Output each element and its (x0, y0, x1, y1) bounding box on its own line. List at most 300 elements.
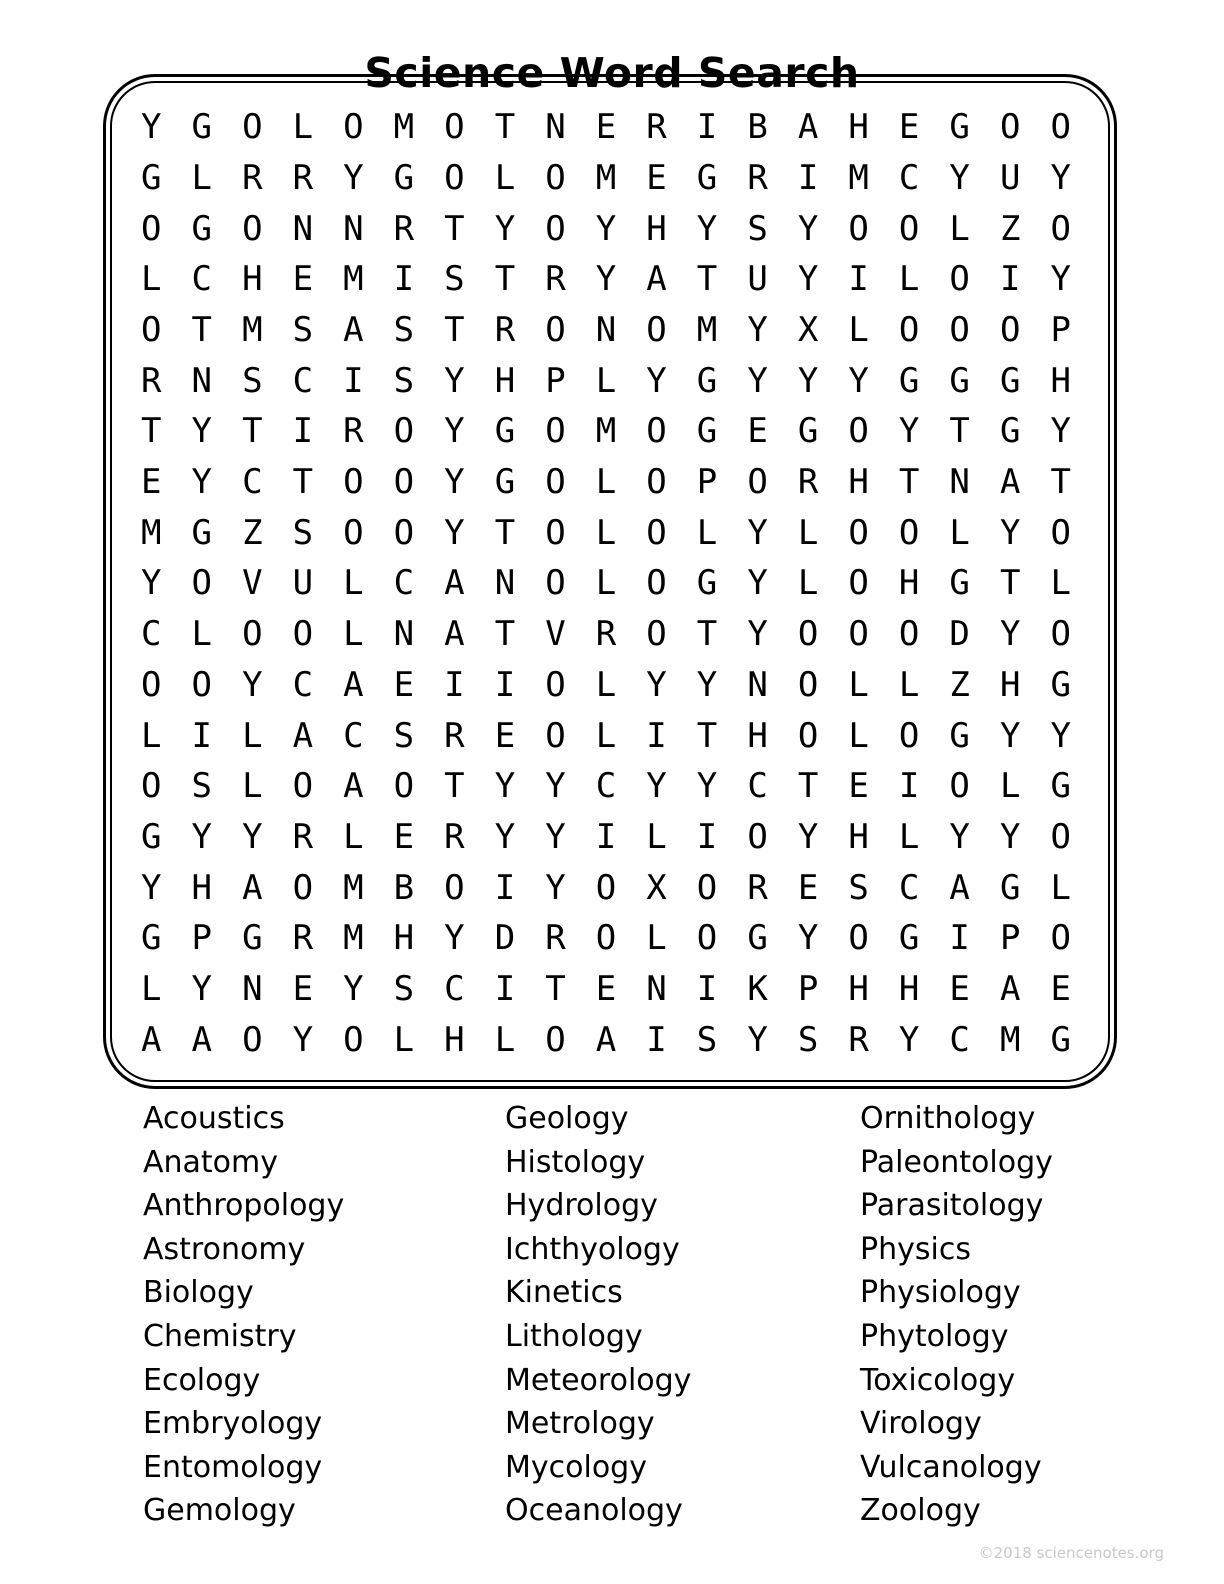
grid-letter: G (949, 360, 970, 401)
grid-letter: O (646, 310, 667, 351)
grid-letter: C (898, 158, 920, 199)
grid-letter: M (595, 158, 617, 199)
grid-letter: C (747, 766, 768, 807)
grid-letter: L (494, 1019, 516, 1060)
grid-letter: H (999, 664, 1021, 705)
grid-letter: O (696, 867, 718, 908)
grid-letter: L (898, 816, 920, 857)
grid-letter: O (1050, 816, 1071, 857)
grid-letter: Y (242, 664, 263, 705)
grid-letter: G (191, 512, 213, 553)
grid-letter: O (1050, 208, 1071, 249)
grid-letter: H (444, 1019, 465, 1060)
grid-letter: C (949, 1019, 970, 1060)
grid-letter: D (494, 918, 516, 959)
grid-letter: Y (696, 766, 718, 807)
grid-letter: O (595, 918, 617, 959)
word-item: Anthropology (143, 1188, 345, 1224)
grid-letter: G (696, 563, 718, 604)
word-item: Anatomy (143, 1144, 279, 1180)
grid-letter: O (949, 766, 970, 807)
grid-letter: O (191, 664, 213, 705)
grid-letter: I (696, 968, 718, 1009)
grid-letter: A (242, 867, 263, 908)
grid-letter: Y (949, 816, 970, 857)
grid-letter: Y (898, 411, 920, 452)
grid-letter: X (646, 867, 667, 908)
grid-letter: N (242, 968, 263, 1009)
grid-letter: R (393, 208, 415, 249)
grid-letter: Y (646, 664, 667, 705)
word-item: Virology (860, 1406, 982, 1442)
grid-letter: G (696, 360, 718, 401)
grid-letter: D (949, 614, 970, 655)
grid-letter: L (696, 512, 718, 553)
grid-letter: R (292, 158, 314, 199)
grid-letter: O (545, 208, 566, 249)
grid-letter: R (545, 918, 566, 959)
grid-letter: Y (494, 766, 516, 807)
grid-letter: O (646, 563, 667, 604)
grid-letter: I (343, 360, 364, 401)
grid-letter: A (292, 715, 314, 756)
page-title: Science Word Search (364, 49, 860, 98)
grid-letter: T (444, 310, 465, 351)
grid-letter: S (393, 715, 415, 756)
grid-letter: T (242, 411, 263, 452)
grid-letter: A (646, 259, 667, 300)
grid-letter: S (393, 360, 415, 401)
grid-letter: H (393, 918, 415, 959)
grid-letter: O (545, 1019, 566, 1060)
grid-letter: M (848, 158, 869, 199)
grid-letter: O (646, 411, 667, 452)
grid-letter: C (191, 259, 213, 300)
word-list-column-3 (860, 1097, 1173, 1533)
grid-letter: B (747, 107, 768, 148)
grid-letter: I (292, 411, 314, 452)
grid-letter: O (242, 1019, 263, 1060)
grid-letter: L (141, 715, 162, 756)
grid-letter: Y (747, 1019, 768, 1060)
grid-letter: O (545, 563, 566, 604)
word-list-column-1 (143, 1097, 505, 1533)
grid-letter: L (242, 766, 263, 807)
grid-letter: P (545, 360, 566, 401)
grid-letter: O (444, 107, 465, 148)
grid-letter: Y (747, 310, 768, 351)
grid-letter: N (191, 360, 213, 401)
grid-letter: T (494, 512, 516, 553)
word-item: Toxicology (860, 1362, 1016, 1398)
grid-letter: Y (646, 766, 667, 807)
grid-letter: P (696, 462, 718, 503)
grid-letter: O (141, 766, 162, 807)
grid-letter: V (545, 614, 566, 655)
grid-letter: L (646, 918, 667, 959)
grid-letter: R (747, 158, 768, 199)
grid-letter: Y (191, 816, 213, 857)
word-list (143, 1097, 1173, 1533)
grid-letter: Z (242, 512, 263, 553)
grid-letter: O (1050, 512, 1071, 553)
grid-letter: C (242, 462, 263, 503)
grid-letter: O (898, 614, 920, 655)
grid-letter: P (999, 918, 1021, 959)
grid-letter: O (949, 310, 970, 351)
grid-letter: Y (343, 158, 364, 199)
grid-letter: O (595, 867, 617, 908)
grid-letter: L (343, 614, 364, 655)
grid-letter: L (242, 715, 263, 756)
grid-letter: K (747, 968, 768, 1009)
grid-letter: G (999, 360, 1021, 401)
grid-letter: O (646, 512, 667, 553)
grid-letter: E (595, 107, 617, 148)
grid-letter: Y (797, 208, 819, 249)
grid-letter: N (343, 208, 364, 249)
word-item: Acoustics (143, 1101, 285, 1136)
grid-letter: M (343, 918, 364, 959)
grid-letter: Y (1050, 411, 1071, 452)
grid-letter: B (393, 867, 415, 908)
grid-letter: L (141, 968, 162, 1009)
grid-letter: S (191, 766, 213, 807)
grid-letter: G (949, 107, 970, 148)
grid-letter: L (1050, 867, 1071, 908)
grid-letter: G (999, 411, 1021, 452)
grid-letter: O (898, 310, 920, 351)
grid-letter: I (494, 867, 516, 908)
grid-letter: H (848, 816, 869, 857)
grid-letter: A (444, 614, 465, 655)
grid-letter: Y (494, 208, 516, 249)
grid-letter: S (292, 512, 314, 553)
grid-letter: C (393, 563, 415, 604)
grid-letter: O (545, 664, 566, 705)
grid-letter: S (393, 968, 415, 1009)
grid-letter: O (898, 208, 920, 249)
grid-letter: N (747, 664, 768, 705)
grid-letter: G (696, 158, 718, 199)
word-item: Ornithology (860, 1101, 1036, 1136)
grid-letter: O (848, 563, 869, 604)
grid-letter: O (999, 107, 1021, 148)
grid-letter: E (1050, 968, 1071, 1009)
grid-letter: Y (343, 968, 364, 1009)
grid-letter: O (1050, 918, 1071, 959)
grid-letter: C (141, 614, 162, 655)
grid-letter: Y (696, 208, 718, 249)
grid-letter: T (797, 766, 819, 807)
grid-letter: U (747, 259, 768, 300)
grid-letter: Y (797, 816, 819, 857)
grid-letter: O (949, 259, 970, 300)
grid-letter: G (999, 867, 1021, 908)
grid-letter: A (343, 664, 364, 705)
grid-letter: R (646, 107, 667, 148)
grid-letter: L (343, 563, 364, 604)
grid-letter: V (242, 563, 263, 604)
grid-letter: C (595, 766, 617, 807)
grid-letter: L (999, 766, 1021, 807)
grid-letter: I (494, 968, 516, 1009)
grid-letter: Y (747, 563, 768, 604)
grid-letter: G (797, 411, 819, 452)
grid-letter: R (595, 614, 617, 655)
grid-letter: M (141, 512, 162, 553)
grid-letter: Y (747, 512, 768, 553)
grid-letter: L (646, 816, 667, 857)
word-item: Physiology (860, 1275, 1021, 1311)
grid-letter: C (292, 360, 314, 401)
grid-letter: G (949, 563, 970, 604)
grid-letter: O (747, 816, 768, 857)
grid-letter: S (696, 1019, 718, 1060)
grid-letter: X (797, 310, 819, 351)
grid-letter: N (949, 462, 970, 503)
grid-letter: O (848, 918, 869, 959)
grid-letter: Y (999, 816, 1021, 857)
word-list-column-2 (505, 1097, 860, 1533)
grid-letter: I (393, 259, 415, 300)
grid-letter: T (494, 614, 516, 655)
grid-letter: L (595, 360, 617, 401)
word-item: Ecology (143, 1362, 261, 1398)
grid-letter: L (393, 1019, 415, 1060)
grid-letter: O (343, 462, 364, 503)
grid-letter: G (898, 918, 920, 959)
grid-letter: Y (848, 360, 869, 401)
grid-letter: O (545, 411, 566, 452)
grid-letter: H (848, 107, 869, 148)
grid-letter: T (444, 766, 465, 807)
grid-letter: S (292, 310, 314, 351)
grid-letter: O (1050, 107, 1071, 148)
grid-letter: Y (545, 867, 566, 908)
grid-letter: A (141, 1019, 162, 1060)
grid-letter: A (999, 462, 1021, 503)
grid-letter: O (393, 462, 415, 503)
grid-letter: A (999, 968, 1021, 1009)
grid-letter: G (141, 918, 162, 959)
grid-letter: H (242, 259, 263, 300)
grid-letter: O (545, 310, 566, 351)
grid-letter: S (444, 259, 465, 300)
grid-letter: O (242, 107, 263, 148)
word-item: Astronomy (143, 1231, 306, 1267)
grid-letter: O (696, 918, 718, 959)
grid-letter: L (1050, 563, 1071, 604)
grid-letter: E (898, 107, 920, 148)
grid-letter: G (949, 715, 970, 756)
grid-letter: R (242, 158, 263, 199)
grid-letter: S (242, 360, 263, 401)
grid-letter: O (191, 563, 213, 604)
grid-letter: M (393, 107, 415, 148)
grid-letter: I (797, 158, 819, 199)
grid-letter: T (696, 614, 718, 655)
grid-letter: S (797, 1019, 819, 1060)
grid-letter: S (393, 310, 415, 351)
grid-letter: I (848, 259, 869, 300)
grid-letter: O (444, 158, 465, 199)
word-item: Parasitology (860, 1188, 1044, 1224)
word-item: Kinetics (505, 1275, 623, 1311)
grid-letter: R (444, 816, 465, 857)
grid-letter: Y (191, 968, 213, 1009)
grid-letter: E (747, 411, 768, 452)
grid-letter: L (292, 107, 314, 148)
grid-letter: Y (1050, 158, 1071, 199)
grid-letter: R (848, 1019, 869, 1060)
grid-letter: C (898, 867, 920, 908)
grid-letter: E (797, 867, 819, 908)
grid-letter: T (1050, 462, 1071, 503)
grid-letter: E (393, 664, 415, 705)
grid-letter: O (545, 715, 566, 756)
grid-letter: I (898, 766, 920, 807)
grid-letter: L (848, 664, 869, 705)
grid-letter: H (898, 968, 920, 1009)
grid-letter: A (343, 766, 364, 807)
word-item: Zoology (860, 1493, 981, 1529)
grid-letter: O (242, 208, 263, 249)
grid-letter: Y (191, 411, 213, 452)
grid-letter: H (848, 968, 869, 1009)
grid-letter: N (393, 614, 415, 655)
grid-letter: H (848, 462, 869, 503)
grid-letter: R (545, 259, 566, 300)
grid-letter: P (1050, 310, 1071, 351)
grid-letter: M (343, 867, 364, 908)
grid-letter: O (141, 208, 162, 249)
grid-letter: O (999, 310, 1021, 351)
grid-letter: G (191, 107, 213, 148)
grid-letter: M (595, 411, 617, 452)
grid-letter: O (646, 614, 667, 655)
grid-letter: Y (292, 1019, 314, 1060)
grid-letter: Y (747, 614, 768, 655)
grid-letter: Y (444, 512, 465, 553)
copyright-credit: ©2018 sciencenotes.org (978, 1544, 1164, 1562)
grid-letter: E (848, 766, 869, 807)
word-item: Oceanology (505, 1493, 683, 1529)
word-item: Chemistry (143, 1318, 297, 1354)
grid-letter: Y (242, 816, 263, 857)
grid-letter: A (191, 1019, 213, 1060)
grid-letter: A (343, 310, 364, 351)
grid-letter: T (696, 259, 718, 300)
grid-letter: G (242, 918, 263, 959)
grid-letter: T (999, 563, 1021, 604)
grid-letter: R (797, 462, 819, 503)
grid-letter: O (444, 867, 465, 908)
word-item: Metrology (505, 1406, 655, 1442)
grid-letter: O (1050, 614, 1071, 655)
grid-letter: I (696, 107, 718, 148)
grid-letter: H (191, 867, 213, 908)
grid-letter: L (848, 715, 869, 756)
grid-letter: L (595, 715, 617, 756)
grid-letter: U (292, 563, 314, 604)
grid-letter: Y (797, 259, 819, 300)
grid-letter: C (292, 664, 314, 705)
grid-letter: H (747, 715, 768, 756)
word-item: Lithology (505, 1318, 643, 1354)
grid-letter: Y (595, 259, 617, 300)
grid-letter: L (595, 664, 617, 705)
grid-letter: G (141, 816, 162, 857)
grid-letter: G (1050, 664, 1071, 705)
grid-letter: E (646, 158, 667, 199)
word-item: Hydrology (505, 1188, 658, 1224)
grid-letter: N (545, 107, 566, 148)
grid-letter: Y (949, 158, 970, 199)
grid-letter: N (494, 563, 516, 604)
grid-letter: I (494, 664, 516, 705)
word-item: Physics (860, 1231, 971, 1267)
grid-letter: I (444, 664, 465, 705)
grid-letter: Y (545, 766, 566, 807)
grid-letter: O (343, 107, 364, 148)
grid-letter: G (191, 208, 213, 249)
grid-letter: Y (444, 411, 465, 452)
grid-letter: T (494, 259, 516, 300)
grid-letter: O (797, 715, 819, 756)
grid-letter: Y (999, 512, 1021, 553)
grid-letter: A (949, 867, 970, 908)
grid-letter: Y (141, 867, 162, 908)
grid-letter: Y (797, 360, 819, 401)
grid-letter: I (646, 715, 667, 756)
grid-letter: C (343, 715, 364, 756)
grid-letter: A (595, 1019, 617, 1060)
grid-letter: A (797, 107, 819, 148)
grid-letter: Y (444, 918, 465, 959)
grid-letter: O (242, 614, 263, 655)
grid-letter: G (141, 158, 162, 199)
grid-letter: G (696, 411, 718, 452)
grid-letter: Y (545, 816, 566, 857)
grid-letter: R (747, 867, 768, 908)
grid-letter: R (141, 360, 162, 401)
grid-letter: U (999, 158, 1021, 199)
grid-letter: T (696, 715, 718, 756)
grid-letter: O (343, 1019, 364, 1060)
grid-letter: O (848, 512, 869, 553)
grid-letter: O (545, 158, 566, 199)
grid-letter: Y (141, 107, 162, 148)
grid-letter: A (444, 563, 465, 604)
grid-letter: O (343, 512, 364, 553)
grid-letter: L (848, 310, 869, 351)
grid-letter: O (898, 512, 920, 553)
grid-letter: R (444, 715, 465, 756)
grid-letter: T (191, 310, 213, 351)
grid-letter: L (949, 512, 970, 553)
grid-letter: P (797, 968, 819, 1009)
grid-letter: E (595, 968, 617, 1009)
grid-letter: O (141, 310, 162, 351)
grid-letter: L (191, 158, 213, 199)
grid-letter: E (494, 715, 516, 756)
grid-letter: N (595, 310, 617, 351)
grid-letter: G (494, 462, 516, 503)
grid-letter: H (494, 360, 516, 401)
grid-letter: Y (696, 664, 718, 705)
grid-letter: M (343, 259, 364, 300)
